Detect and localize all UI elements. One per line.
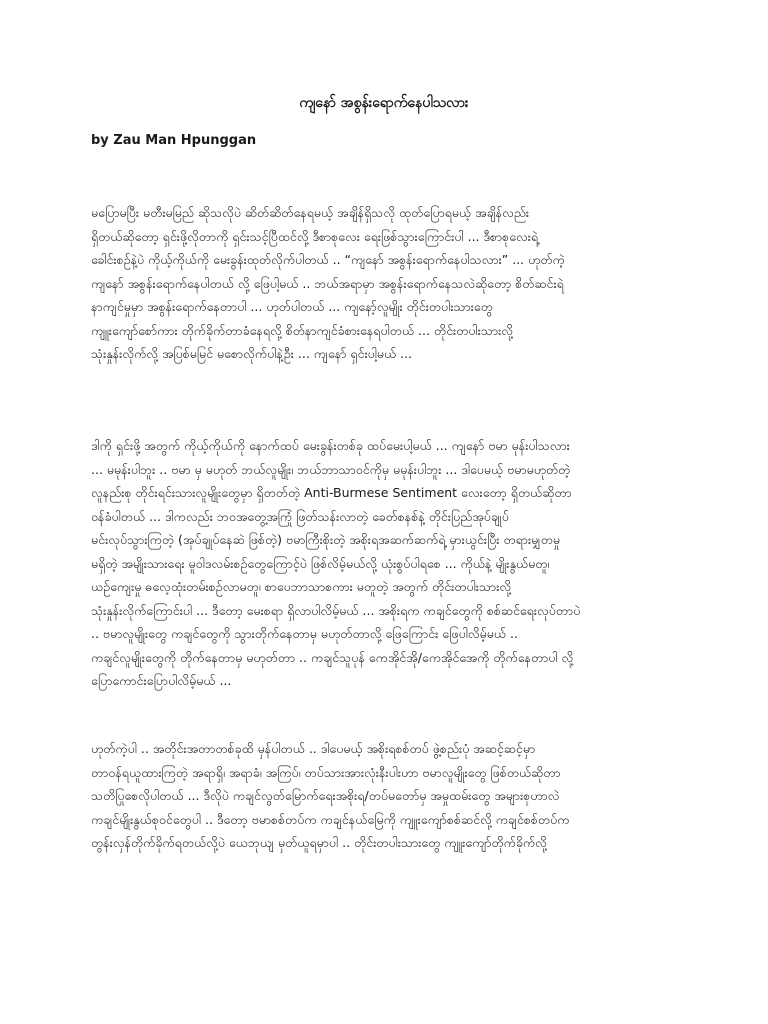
paragraph-line: ပြောကောင်းပြောပါလိမ့်မယ် ...: [91, 673, 232, 688]
paragraph-line: ... မမုန်းပါဘူး .. ဗမာ မှ မဟုတ် ဘယ်လူမျိုး၊ ဘယ်ဘာသာဝင်ကိုမှ မမုန်းပါဘူး ... ဒါပေမယ့် ဗမာမဟုတ်တဲ့: [91, 461, 571, 477]
paragraph-line: သုံးနှုန်းလိုက်လို့ အပြစ်မမြင် မစောလိုက်ပါနဲ့ဦး ... ကျနော် ရှင်းပါ့မယ် ...: [91, 346, 413, 361]
paragraph-line: ဒါကို ရှင်းဖို့ အတွက် ကိုယ့်ကိုယ်ကို နောက်ထပ် မေးခွန်းတစ်ခု ထပ်မေးပါ့မယ် ... ကျနော် ဗမာ မုန်းပါသလား: [91, 438, 570, 453]
paragraph-line: မင်းလုပ်သွားကြတဲ့ (အုပ်ချုပ်နေဆဲ ဖြစ်တဲ့) ဗမာကြီးစိုးတဲ့ အစိုးရအဆက်ဆက်ရဲ့ မှားယွင်းပြီး တရားမျှတမှု: [91, 532, 561, 547]
paragraph-line: တွန်းလှန်တိုက်ခိုက်ရတယ်လို့ပဲ ယေဘုယျ မှတ်ယူရမှာပါ .. တိုင်းတပါးသားတွေ ကျူးကျော်တိုက်ခိုက်လို့: [91, 835, 547, 850]
paragraph-line: တာဝန်ရယူထားကြတဲ့ အရာရှိ၊ အရာခံ၊ အကြပ်၊ တပ်သားအားလုံးနီးပါးဟာ ဗမာလူမျိုးတွေ ဖြစ်တယ်ဆိုတာ: [91, 764, 561, 780]
paragraph-line: လူနည်းစု တိုင်းရင်းသားလူမျိုးတွေမှာ ရှိတတ်တဲ့ Anti-Burmese Sentiment လေးတော့ ရှိတယ်ဆိုတာ: [91, 485, 572, 500]
paragraph-line: ဝန်ခံပါတယ် ... ဒါကလည်း ဘဝအတွေ့အကြုံ ဖြတ်သန်းလာတဲ့ ခေတ်စနစ်နဲ့ တိုင်းပြည်အုပ်ချုပ်: [91, 508, 509, 524]
paragraph-line: ကချင်လူမျိုးတွေကို တိုက်နေတာမှ မဟုတ်တာ .. ကချင်သူပုန် ကေအိုင်အို/ကေအိုင်အေကို တိုက်နေတာပါ လို့: [91, 649, 574, 665]
paragraph-line: သုံးနှုန်းလိုက်ကြောင်းပါ ... ဒီတော့ မေးစရာ ရှိလာပါလိမ့်မယ် ... အစိုးရက ကချင်တွေကို စစ်ဆင်ရေးလုပ်တာပဲ: [91, 602, 581, 618]
paragraph-line: မပြောမပြီး မတီးမမြည် ဆိုသလိုပဲ ဆိတ်ဆိတ်နေရမယ့် အချိန်ရှိသလို ထုတ်ပြောရမယ့် အချိန်လည်း: [91, 205, 530, 220]
paragraph: [91, 201, 691, 366]
paragraph-line: ကျူးကျော်စော်ကား တိုက်ခိုက်တာခံနေရလို့ စိတ်နာကျင်ခံစားနေရပါတယ် ... တိုင်းတပါးသားလို့: [91, 322, 513, 338]
paragraph-line: မရှိတဲ့ အမျိုးသားရေး မူဝါဒလမ်းစဉ်တွေကြောင့်ပဲ ဖြစ်လိမ့်မယ်လို့ ယုံးစွပ်ပါရစေ ... ကိုယ်နဲ့ မျိုးနွယ်မတူ၊: [91, 555, 550, 571]
paragraph-line: နာကျင်မှုမှာ အစွန်းရောက်နေတာပါ ... ဟုတ်ပါတယ် ... ကျနော့်လူမျိုး တိုင်းတပါးသားတွေ: [91, 299, 493, 314]
paragraph-line: ခေါင်းစဉ်နဲ့ပဲ ကိုယ့်ကိုယ်ကို မေးခွန်းထုတ်လိုက်ပါတယ် .. “ကျနော် အစွန်းရောက်နေပါသလား” ... ဟုတ်ကဲ့: [91, 252, 565, 267]
paragraph-line: သတိပြုစေလိုပါတယ် ... ဒီလိုပဲ ကချင်လွတ်မြောက်ရေးအစိုးရ/တပ်မတော်မှ အမှုထမ်းတွေ အများစုဟာလဲ: [91, 788, 560, 803]
paragraph: [91, 737, 691, 855]
paragraph-line: ကျနော် အစွန်းရောက်နေပါတယ် လို့ ဖြေပါ့မယ် .. ဘယ်အရာမှာ အစွန်းရောက်နေသလဲဆိုတော့ စိတ်ဆင်းရဲ: [91, 275, 564, 291]
paragraph-line: ရှိတယ်ဆိုတော့ ရှင်းဖို့လိုတာကို ရှင်းသင့်ပြီထင်လို့ ဒီစာစုလေး ရေးဖြစ်သွားကြောင်းပါ ... ဒီစာစုလေးရဲ့: [91, 228, 539, 244]
document-author: by Zau Man Hpunggan: [91, 133, 257, 148]
paragraph: [91, 434, 691, 693]
paragraph-line: ကချင်မျိုးနွယ်စုဝင်တွေပါ .. ဒီတော့ ဗမာစစ်တပ်က ကချင်နယ်မြေကို ကျူးကျော်စစ်ဆင်လို့ ကချင်စစ်တပ်က: [91, 811, 570, 827]
paragraph-line: ယဉ်ကျေးမှု ဓလေ့ထုံးတမ်းစဉ်လာမတူ၊ စာပေဘာသာစကား မတူတဲ့ အတွက် တိုင်းတပါးသားလို့: [91, 579, 512, 594]
document-title: ကျနော် အစွန်းရောက်နေပါသလား: [299, 95, 469, 111]
paragraph-line: .. ဗမာလူမျိုးတွေ ကချင်တွေကို သွားတိုက်နေတာမှ မဟုတ်တာလို့ ဖြေကြောင်း ဖြေပါလိမ့်မယ် ..: [91, 626, 518, 641]
paragraph-line: ဟုတ်ကဲ့ပါ .. အတိုင်းအတာတစ်ခုထိ မှန်ပါတယ် .. ဒါပေမယ့် အစိုးရစစ်တပ် ဖွဲ့စည်းပုံ အဆင့်ဆင့်မှာ: [91, 741, 536, 756]
